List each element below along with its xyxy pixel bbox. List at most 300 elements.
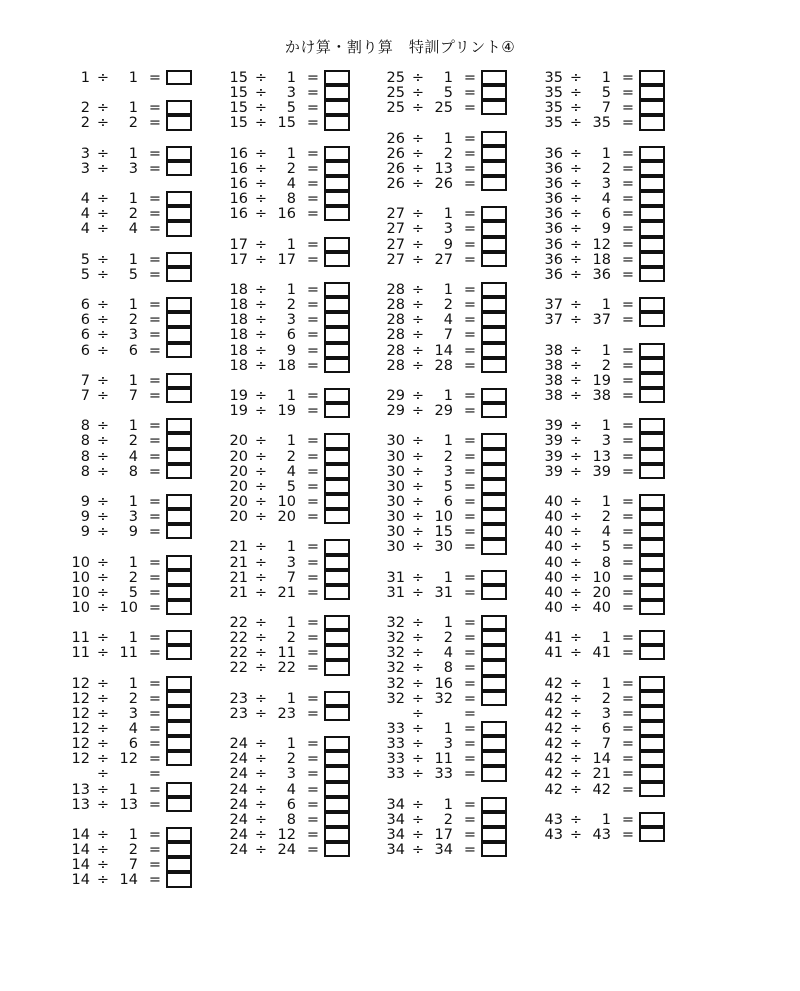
answer-box[interactable] <box>639 766 665 781</box>
answer-box[interactable] <box>324 449 350 464</box>
answer-box[interactable] <box>639 464 665 479</box>
dividend: 34 <box>386 796 405 813</box>
equals-sign: = <box>148 599 162 616</box>
answer-box[interactable] <box>324 85 350 100</box>
answer-box[interactable] <box>166 373 192 388</box>
equals-sign: = <box>148 872 162 889</box>
answer-box[interactable] <box>166 161 192 176</box>
answer-box[interactable] <box>324 509 350 524</box>
equals-sign: = <box>306 842 320 859</box>
answer-box[interactable] <box>166 721 192 736</box>
problem-row <box>385 752 525 767</box>
equals-sign: = <box>306 297 320 314</box>
answer-box[interactable] <box>324 176 350 191</box>
answer-box[interactable] <box>481 146 507 161</box>
answer-box[interactable] <box>324 842 350 857</box>
answer-box[interactable] <box>166 146 192 161</box>
answer-box[interactable] <box>481 343 507 358</box>
answer-box[interactable] <box>166 191 192 206</box>
equals-sign: = <box>306 690 320 707</box>
answer-box[interactable] <box>166 751 192 766</box>
answer-box[interactable] <box>166 464 192 479</box>
answer-box[interactable] <box>639 221 665 236</box>
answer-box[interactable] <box>481 630 507 645</box>
answer-box[interactable] <box>639 267 665 282</box>
dividend: 9 <box>80 509 90 526</box>
divisor: 1 <box>286 236 296 253</box>
answer-box[interactable] <box>639 630 665 645</box>
equals-sign: = <box>148 115 162 132</box>
answer-box[interactable] <box>166 585 192 600</box>
answer-box[interactable] <box>481 100 507 115</box>
divide-sign: ÷ <box>411 478 425 495</box>
answer-box[interactable] <box>166 827 192 842</box>
answer-box[interactable] <box>639 570 665 585</box>
dividend: 10 <box>71 584 90 601</box>
divide-sign: ÷ <box>254 206 268 223</box>
dividend: 25 <box>386 70 405 86</box>
answer-box[interactable] <box>639 645 665 660</box>
equals-sign: = <box>306 342 320 359</box>
answer-box[interactable] <box>324 191 350 206</box>
divisor: 32 <box>434 690 453 707</box>
answer-box[interactable] <box>639 509 665 524</box>
row-spacer <box>385 374 525 389</box>
problem-row <box>228 586 368 601</box>
answer-box[interactable] <box>639 206 665 221</box>
dividend: 18 <box>229 357 248 374</box>
problem-row <box>228 147 368 162</box>
answer-box[interactable] <box>324 100 350 115</box>
divide-sign: ÷ <box>254 175 268 192</box>
divide-sign: ÷ <box>254 781 268 798</box>
answer-box[interactable] <box>481 751 507 766</box>
divide-sign: ÷ <box>96 100 110 117</box>
dividend: 25 <box>386 100 405 117</box>
answer-box[interactable] <box>639 691 665 706</box>
answer-box[interactable] <box>324 115 350 130</box>
divide-sign: ÷ <box>254 100 268 117</box>
answer-box[interactable] <box>481 736 507 751</box>
answer-box[interactable] <box>324 388 350 403</box>
equals-sign: = <box>306 645 320 662</box>
problem-row <box>70 389 210 404</box>
answer-box[interactable] <box>481 252 507 267</box>
divisor: 39 <box>592 463 611 480</box>
answer-box[interactable] <box>639 388 665 403</box>
answer-box[interactable] <box>639 494 665 509</box>
divide-sign: ÷ <box>411 206 425 223</box>
problem-row <box>228 813 368 828</box>
answer-box[interactable] <box>166 267 192 282</box>
problem-row <box>385 253 525 268</box>
answer-box[interactable] <box>481 131 507 146</box>
answer-box[interactable] <box>324 751 350 766</box>
answer-box[interactable] <box>324 570 350 585</box>
answer-box[interactable] <box>481 585 507 600</box>
answer-box[interactable] <box>481 509 507 524</box>
divisor: 1 <box>128 191 138 208</box>
equals-sign: = <box>148 251 162 268</box>
answer-box[interactable] <box>639 85 665 100</box>
answer-box[interactable] <box>639 449 665 464</box>
answer-box[interactable] <box>166 221 192 236</box>
answer-box[interactable] <box>639 146 665 161</box>
problem-row <box>385 434 525 449</box>
answer-box[interactable] <box>324 645 350 660</box>
answer-box[interactable] <box>481 327 507 342</box>
answer-box[interactable] <box>481 161 507 176</box>
problem-row <box>70 344 210 359</box>
answer-box[interactable] <box>324 479 350 494</box>
answer-box[interactable] <box>639 237 665 252</box>
answer-box[interactable] <box>639 782 665 797</box>
answer-box[interactable] <box>481 388 507 403</box>
answer-box[interactable] <box>324 403 350 418</box>
answer-box[interactable] <box>481 433 507 448</box>
answer-box[interactable] <box>324 615 350 630</box>
answer-box[interactable] <box>639 676 665 691</box>
equals-sign: = <box>463 721 477 738</box>
answer-box[interactable] <box>324 812 350 827</box>
answer-box[interactable] <box>481 645 507 660</box>
answer-box[interactable] <box>639 343 665 358</box>
dividend: 31 <box>386 584 405 601</box>
divisor: 15 <box>277 115 296 132</box>
answer-box[interactable] <box>639 191 665 206</box>
problem-row <box>70 858 210 873</box>
answer-box[interactable] <box>166 494 192 509</box>
answer-box[interactable] <box>166 388 192 403</box>
equals-sign: = <box>463 705 477 722</box>
answer-box[interactable] <box>481 237 507 252</box>
answer-box[interactable] <box>481 660 507 675</box>
answer-box[interactable] <box>324 630 350 645</box>
answer-box[interactable] <box>166 676 192 691</box>
divisor: 14 <box>592 751 611 768</box>
answer-box[interactable] <box>324 585 350 600</box>
answer-box[interactable] <box>639 312 665 327</box>
dividend: 8 <box>80 448 90 465</box>
answer-box[interactable] <box>166 433 192 448</box>
equals-sign: = <box>463 736 477 753</box>
answer-box[interactable] <box>639 721 665 736</box>
divisor: 12 <box>592 236 611 253</box>
answer-box[interactable] <box>639 358 665 373</box>
divide-sign: ÷ <box>411 281 425 298</box>
problem-row <box>543 540 683 555</box>
answer-box[interactable] <box>324 343 350 358</box>
answer-box[interactable] <box>166 857 192 872</box>
answer-box[interactable] <box>481 721 507 736</box>
answer-box[interactable] <box>481 358 507 373</box>
answer-box[interactable] <box>639 600 665 615</box>
divisor: 2 <box>601 357 611 374</box>
answer-box[interactable] <box>639 373 665 388</box>
answer-box[interactable] <box>639 418 665 433</box>
divide-sign: ÷ <box>96 145 110 162</box>
answer-box[interactable] <box>639 115 665 130</box>
answer-box[interactable] <box>166 600 192 615</box>
problem-row <box>543 162 683 177</box>
divisor: 2 <box>286 751 296 768</box>
answer-box[interactable] <box>324 706 350 721</box>
answer-box[interactable] <box>481 524 507 539</box>
answer-box[interactable] <box>639 161 665 176</box>
dividend: 32 <box>386 645 405 662</box>
problem-row <box>70 434 210 449</box>
answer-box[interactable] <box>481 539 507 554</box>
answer-box[interactable] <box>324 797 350 812</box>
divisor: 9 <box>286 342 296 359</box>
problem-row <box>385 480 525 495</box>
equals-sign: = <box>148 191 162 208</box>
divide-sign: ÷ <box>96 569 110 586</box>
answer-box[interactable] <box>166 630 192 645</box>
problem-row <box>70 192 210 207</box>
answer-box[interactable] <box>324 782 350 797</box>
divide-sign: ÷ <box>254 766 268 783</box>
divisor: 8 <box>286 811 296 828</box>
equals-sign: = <box>463 281 477 298</box>
answer-box[interactable] <box>481 312 507 327</box>
answer-box[interactable] <box>166 570 192 585</box>
problem-row <box>385 283 525 298</box>
answer-box[interactable] <box>324 827 350 842</box>
problem-row <box>543 238 683 253</box>
divisor: 7 <box>128 387 138 404</box>
answer-box[interactable] <box>324 736 350 751</box>
answer-box[interactable] <box>481 403 507 418</box>
divide-sign: ÷ <box>411 615 425 632</box>
answer-box[interactable] <box>481 676 507 691</box>
divisor: 11 <box>434 751 453 768</box>
divisor: 1 <box>128 781 138 798</box>
dividend: 32 <box>386 660 405 677</box>
answer-box[interactable] <box>639 736 665 751</box>
answer-box[interactable] <box>324 297 350 312</box>
divisor: 3 <box>443 221 453 238</box>
divisor: 1 <box>128 145 138 162</box>
divisor: 40 <box>592 599 611 616</box>
answer-box[interactable] <box>639 812 665 827</box>
divisor: 1 <box>443 130 453 147</box>
answer-box[interactable] <box>481 797 507 812</box>
answer-box[interactable] <box>639 585 665 600</box>
answer-box[interactable] <box>166 418 192 433</box>
divisor: 2 <box>601 509 611 526</box>
divisor: 7 <box>128 857 138 874</box>
answer-box[interactable] <box>324 252 350 267</box>
answer-box[interactable] <box>481 479 507 494</box>
answer-box[interactable] <box>166 206 192 221</box>
answer-box[interactable] <box>639 827 665 842</box>
answer-box[interactable] <box>166 797 192 812</box>
divide-sign: ÷ <box>569 630 583 647</box>
equals-sign: = <box>306 357 320 374</box>
answer-box[interactable] <box>166 327 192 342</box>
answer-box[interactable] <box>166 842 192 857</box>
answer-box[interactable] <box>481 766 507 781</box>
answer-box[interactable] <box>481 570 507 585</box>
answer-box[interactable] <box>324 464 350 479</box>
answer-box[interactable] <box>481 221 507 236</box>
problem-row <box>543 556 683 571</box>
dividend: 16 <box>229 191 248 208</box>
equals-sign: = <box>306 433 320 450</box>
divide-sign: ÷ <box>96 690 110 707</box>
answer-box[interactable] <box>639 100 665 115</box>
answer-box[interactable] <box>481 70 507 85</box>
answer-box[interactable] <box>639 555 665 570</box>
answer-box[interactable] <box>481 615 507 630</box>
answer-box[interactable] <box>324 70 350 85</box>
equals-sign: = <box>463 811 477 828</box>
answer-box[interactable] <box>166 509 192 524</box>
problem-row <box>385 843 525 858</box>
dividend: 3 <box>80 145 90 162</box>
divide-sign: ÷ <box>569 175 583 192</box>
row-spacer <box>543 798 683 813</box>
row-spacer <box>543 480 683 495</box>
divisor: 2 <box>128 690 138 707</box>
problem-row <box>70 873 210 888</box>
dividend: 40 <box>544 569 563 586</box>
answer-box[interactable] <box>166 252 192 267</box>
divisor: 35 <box>592 115 611 132</box>
answer-box[interactable] <box>166 343 192 358</box>
answer-box[interactable] <box>481 85 507 100</box>
answer-box[interactable] <box>166 782 192 797</box>
answer-box[interactable] <box>481 842 507 857</box>
equals-sign: = <box>306 327 320 344</box>
answer-box[interactable] <box>481 464 507 479</box>
answer-box[interactable] <box>639 524 665 539</box>
answer-box[interactable] <box>166 706 192 721</box>
answer-box[interactable] <box>166 297 192 312</box>
divide-sign: ÷ <box>569 705 583 722</box>
answer-box[interactable] <box>481 449 507 464</box>
divisor: 10 <box>119 599 138 616</box>
answer-box[interactable] <box>324 660 350 675</box>
answer-box[interactable] <box>324 555 350 570</box>
divide-sign: ÷ <box>96 584 110 601</box>
answer-box[interactable] <box>166 736 192 751</box>
divide-sign: ÷ <box>411 645 425 662</box>
answer-box[interactable] <box>324 539 350 554</box>
dividend: 16 <box>229 206 248 223</box>
equals-sign: = <box>621 811 635 828</box>
answer-box[interactable] <box>166 115 192 130</box>
answer-box[interactable] <box>324 494 350 509</box>
answer-box[interactable] <box>639 539 665 554</box>
divisor: 33 <box>434 766 453 783</box>
answer-box[interactable] <box>324 327 350 342</box>
answer-box[interactable] <box>639 751 665 766</box>
row-spacer <box>70 132 210 147</box>
answer-box[interactable] <box>639 433 665 448</box>
answer-box[interactable] <box>481 282 507 297</box>
problem-row <box>228 843 368 858</box>
dividend: 4 <box>80 221 90 238</box>
problem-row <box>543 71 683 86</box>
equals-sign: = <box>463 236 477 253</box>
answer-box[interactable] <box>481 176 507 191</box>
problem-row <box>70 556 210 571</box>
answer-box[interactable] <box>324 161 350 176</box>
answer-box[interactable] <box>481 494 507 509</box>
answer-box[interactable] <box>166 449 192 464</box>
row-spacer <box>70 480 210 495</box>
dividend: 5 <box>80 251 90 268</box>
problem-row <box>385 722 525 737</box>
row-spacer <box>543 404 683 419</box>
dividend: 12 <box>71 751 90 768</box>
divisor: 1 <box>286 70 296 86</box>
divisor: 2 <box>443 297 453 314</box>
problem-row <box>385 540 525 555</box>
answer-box[interactable] <box>166 645 192 660</box>
problem-row <box>543 601 683 616</box>
answer-box[interactable] <box>324 312 350 327</box>
divide-sign: ÷ <box>411 85 425 102</box>
answer-box[interactable] <box>324 433 350 448</box>
equals-sign: = <box>306 811 320 828</box>
problem-row <box>228 359 368 374</box>
answer-box[interactable] <box>166 70 192 85</box>
answer-box[interactable] <box>639 176 665 191</box>
divisor: 2 <box>128 312 138 329</box>
equals-sign: = <box>306 584 320 601</box>
answer-box[interactable] <box>324 358 350 373</box>
equals-sign: = <box>621 145 635 162</box>
answer-box[interactable] <box>324 282 350 297</box>
answer-box[interactable] <box>324 146 350 161</box>
divide-sign: ÷ <box>569 312 583 329</box>
answer-box[interactable] <box>166 312 192 327</box>
dividend: 15 <box>229 70 248 86</box>
equals-sign: = <box>463 509 477 526</box>
equals-sign: = <box>463 433 477 450</box>
answer-box[interactable] <box>639 70 665 85</box>
answer-box[interactable] <box>481 691 507 706</box>
equals-sign: = <box>306 85 320 102</box>
dividend: 33 <box>386 751 405 768</box>
answer-box[interactable] <box>481 827 507 842</box>
answer-box[interactable] <box>639 297 665 312</box>
divide-sign: ÷ <box>569 85 583 102</box>
answer-box[interactable] <box>166 100 192 115</box>
answer-box[interactable] <box>481 206 507 221</box>
divisor: 18 <box>592 251 611 268</box>
divide-sign: ÷ <box>569 675 583 692</box>
answer-box[interactable] <box>324 766 350 781</box>
answer-box[interactable] <box>324 206 350 221</box>
answer-box[interactable] <box>166 691 192 706</box>
answer-box[interactable] <box>166 524 192 539</box>
answer-box[interactable] <box>166 555 192 570</box>
answer-box[interactable] <box>639 252 665 267</box>
answer-box[interactable] <box>481 297 507 312</box>
answer-box[interactable] <box>166 872 192 887</box>
answer-box[interactable] <box>324 691 350 706</box>
answer-box[interactable] <box>324 237 350 252</box>
answer-box[interactable] <box>481 812 507 827</box>
divisor: 3 <box>443 736 453 753</box>
answer-box[interactable] <box>639 706 665 721</box>
equals-sign: = <box>306 175 320 192</box>
equals-sign: = <box>463 842 477 859</box>
